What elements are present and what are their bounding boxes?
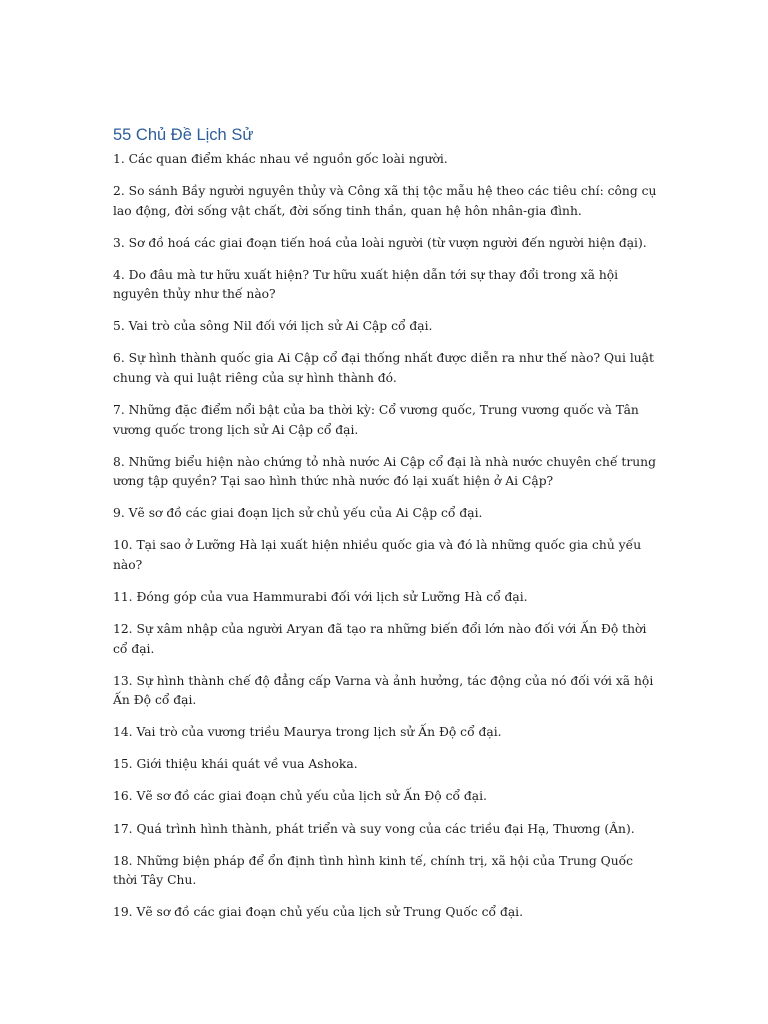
topic-item: 14. Vai trò của vương triều Maurya trong lịch sử Ấn Độ cổ đại. [113,725,502,740]
topic-list [113,150,658,923]
topic-item: 18. Những biện pháp để ổn định tình hình kinh tế, chính trị, xã hội của Trung Quốc thời Tây Chu. [113,853,634,888]
document-title: 55 Chủ Đề Lịch Sử [113,126,254,144]
topic-item: 12. Sự xâm nhập của người Aryan đã tạo ra những biến đổi lớn nào đối với Ấn Độ thời cổ đại. [113,622,647,656]
topic-item: 10. Tại sao ở Lưỡng Hà lại xuất hiện nhiều quốc gia và đó là những quốc gia chủ yếu nào? [113,538,642,572]
topic-item: 8. Những biểu hiện nào chứng tỏ nhà nước Ai Cập cổ đại là nhà nước chuyên chế trung ương tập quyền? Tại sao hình thức nhà nước đó lại xuất hiện ở Ai Cập? [113,454,656,489]
topic-item: 5. Vai trò của sông Nil đối với lịch sử Ai Cập cổ đại. [113,319,433,334]
topic-item: 2. So sánh Bầy người nguyên thủy và Công xã thị tộc mẫu hệ theo các tiêu chí: công cụ lao động, đời sống vật chất, đời sống tinh thần, quan hệ hôn nhân-gia đình. [113,184,657,218]
topic-item: 9. Vẽ sơ đồ các giai đoạn lịch sử chủ yếu của Ai Cập cổ đại. [113,506,483,521]
topic-item: 6. Sự hình thành quốc gia Ai Cập cổ đại thống nhất được diễn ra như thế nào? Qui luật chung và qui luật riêng của sự hình thành đó. [113,351,654,385]
topic-item: 13. Sự hình thành chế độ đẳng cấp Varna và ảnh hưởng, tác động của nó đối với xã hội Ấn Độ cổ đại. [113,673,654,708]
topic-item: 7. Những đặc điểm nổi bật của ba thời kỳ: Cổ vương quốc, Trung vương quốc và Tân vương quốc trong lịch sử Ai Cập cổ đại. [113,403,639,437]
topic-item: 4. Do đâu mà tư hữu xuất hiện? Tư hữu xuất hiện dẫn tới sự thay đổi trong xã hội nguyên thủy như thế nào? [113,267,619,302]
topic-item: 17. Quá trình hình thành, phát triển và suy vong của các triều đại Hạ, Thương (Ân). [113,821,635,836]
topic-item: 1. Các quan điểm khác nhau về nguồn gốc loài người. [113,152,448,166]
topic-item: 19. Vẽ sơ đồ các giai đoạn chủ yếu của lịch sử Trung Quốc cổ đại. [113,905,524,920]
topic-item: 16. Vẽ sơ đồ các giai đoạn chủ yếu của lịch sử Ấn Độ cổ đại. [113,789,487,804]
topic-item: 15. Giới thiệu khái quát về vua Ashoka. [113,757,358,772]
topic-item: 3. Sơ đồ hoá các giai đoạn tiến hoá của loài người (từ vượn người đến người hiện đại). [113,235,647,250]
topic-item: 11. Đóng góp của vua Hammurabi đối với lịch sử Lưỡng Hà cổ đại. [113,589,528,604]
document-content [113,124,658,935]
